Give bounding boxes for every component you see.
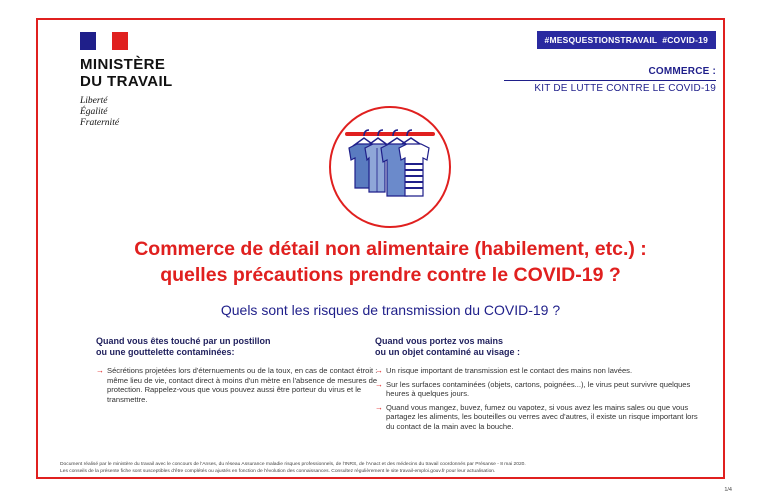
list-item-text: Sécrétions projetées lors d'éternuements ou de la toux, en cas de contact étroit : même lieu de vie, contact direct à moins d'un mètre en l'absence de mesures de protection. Rappelez-vous que vous pouvez aussi être porteur du virus et le transmettre. (107, 366, 378, 404)
footer-note (60, 462, 720, 475)
kit-title: COMMERCE : (648, 66, 716, 77)
left-title-line2: ou une gouttelette contaminées: (96, 347, 235, 357)
motto-liberte: Liberté (80, 96, 108, 106)
motto-fraternite: Fraternité (80, 118, 120, 128)
left-column-title (96, 336, 386, 358)
list-item (375, 380, 705, 399)
headline-line2: quelles précautions prendre contre le COVID-19 ? (160, 264, 621, 286)
list-item (375, 366, 705, 376)
page-headline (36, 236, 745, 288)
ministry-name (80, 56, 210, 90)
headline-line1: Commerce de détail non alimentaire (habilement, etc.) : (134, 238, 647, 260)
kit-subtitle: KIT DE LUTTE CONTRE LE COVID-19 (534, 83, 716, 94)
motto-egalite: Égalité (80, 107, 108, 117)
right-title-line1: Quand vous portez vos mains (375, 336, 504, 346)
arrow-right-icon: → (375, 402, 383, 412)
arrow-right-icon: → (375, 379, 383, 389)
left-title-line1: Quand vous êtes touché par un postillon (96, 336, 271, 346)
hashtag-badge: #MESQUESTIONSTRAVAIL #COVID-19 (537, 31, 716, 49)
ministry-line1: MINISTÈRE (80, 56, 166, 73)
footer-line2: Les conseils de la présente fiche sont susceptibles d'être complétés ou ajustés en fonction de l'évolution des connaissances. Consultez régulièrement le site travail-emploi.gouv.fr pour leur actualisation. (60, 468, 496, 474)
arrow-right-icon: → (96, 366, 104, 375)
list-item-text: Un risque important de transmission est le contact des mains non lavées. (386, 366, 633, 375)
kit-header (504, 66, 716, 94)
left-items (96, 366, 386, 404)
list-item-text: Quand vous mangez, buvez, fumez ou vapotez, si vous avez les mains sales ou que vous partagez les aliments, les bouteilles ou verres avec d'autres, il existe un risque important lors du contact de la main avec la bouche. (386, 402, 698, 431)
footer-line1: Document réalisé par le ministère du travail avec le concours de l'Anses, du réseau Assurance maladie risques professionnels, de l'INRS, de l'Anact et des médecins du travail coordonnés par Présanse - 8 mai 2020. (60, 462, 526, 467)
left-risk-column (96, 336, 386, 408)
ministry-line2: DU TRAVAIL (80, 73, 173, 90)
page-number: 1/4 (724, 487, 732, 493)
republic-motto (80, 96, 210, 129)
list-item (96, 366, 386, 404)
right-risk-column (375, 336, 705, 436)
clothes-rack-icon (329, 106, 451, 228)
list-item (375, 403, 705, 432)
french-flag-icon (80, 32, 128, 50)
right-column-title (375, 336, 705, 358)
right-items (375, 366, 705, 432)
kit-divider (504, 80, 716, 81)
risks-question: Quels sont les risques de transmission du COVID-19 ? (220, 302, 561, 318)
right-title-line2: ou un objet contaminé au visage : (375, 347, 521, 357)
list-item-text: Sur les surfaces contaminées (objets, cartons, poignées...), le virus peut survivre quelques heures à quelques jours. (386, 379, 691, 399)
arrow-right-icon: → (375, 366, 383, 375)
ministry-logo (80, 32, 210, 129)
